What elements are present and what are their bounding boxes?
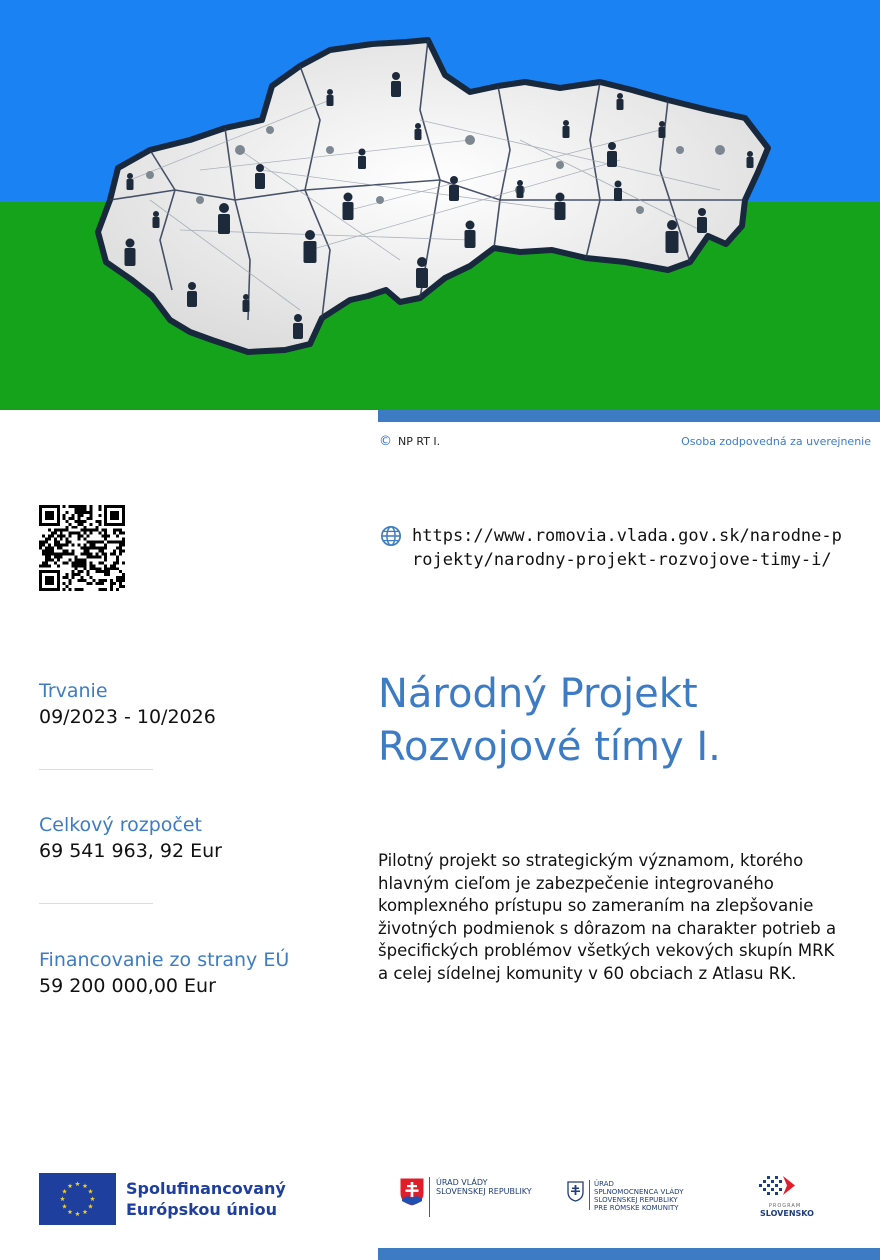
splnomocnenec-line: PRE RÓMSKE KOMUNITY xyxy=(594,1204,679,1212)
eu-cofinanced-line: Európskou úniou xyxy=(126,1200,277,1219)
eu-flag-icon xyxy=(39,1173,116,1225)
urad-vlady-line: SLOVENSKEJ REPUBLIKY xyxy=(436,1187,532,1196)
budget-value: 69 541 963, 92 Eur xyxy=(39,840,222,862)
budget-block xyxy=(39,812,222,864)
accent-bar-top xyxy=(378,410,880,422)
eu-cofinanced-text xyxy=(126,1178,286,1220)
globe-icon xyxy=(380,525,402,547)
slovakia-map-shape xyxy=(98,40,768,352)
eu-funding-value: 59 200 000,00 Eur xyxy=(39,975,216,997)
urad-vlady-line: ÚRAD VLÁDY xyxy=(436,1178,488,1187)
program-line: SLOVENSKO xyxy=(760,1209,814,1218)
divider xyxy=(39,903,153,904)
splnomocnenec-line: SPLNOMOCNENCA VLÁDY xyxy=(594,1188,684,1196)
accent-bar-bottom xyxy=(378,1248,880,1260)
project-description: Pilotný projekt so strategickým významom, ktorého hlavným cieľom je zabezpečenie integrovaného komplexného prístupu so zameraním na zlepšovanie životných podmienok s dôrazom na charakter potrieb a špecifických problémov všetkých vekových skupín MRK a celej sídelnej komunity v 60 obciach z Atlasu RK. xyxy=(378,851,837,983)
hero-image xyxy=(0,0,880,410)
project-title-line: Rozvojové tímy I. xyxy=(378,724,721,770)
splnomocnenec-logo-text xyxy=(594,1180,683,1212)
logo-separator xyxy=(589,1180,590,1210)
logo-separator xyxy=(429,1177,430,1217)
copyright-line xyxy=(379,434,440,449)
eu-funding-label: Financovanie zo strany EÚ xyxy=(39,949,290,971)
splnomocnenec-emblem-icon xyxy=(567,1181,584,1202)
program-slovensko-logo-text xyxy=(760,1203,814,1218)
project-url-link[interactable]: https://www.romovia.vlada.gov.sk/narodne-projekty/narodny-projekt-rozvojove-timy-i/ xyxy=(412,526,842,570)
divider xyxy=(39,769,153,770)
duration-label: Trvanie xyxy=(39,680,108,702)
slovakia-map-illustration xyxy=(0,0,880,410)
urad-vlady-logo-text xyxy=(436,1178,532,1196)
program-line: PROGRAM xyxy=(768,1203,802,1209)
duration-value: 09/2023 - 10/2026 xyxy=(39,706,216,728)
project-link-row[interactable] xyxy=(380,524,852,572)
copyright-text: NP RT I. xyxy=(398,435,441,448)
splnomocnenec-line: ÚRAD xyxy=(594,1180,614,1188)
project-title-line: Národný Projekt xyxy=(378,671,698,717)
project-title xyxy=(378,668,721,774)
eu-funding-block xyxy=(39,947,289,999)
duration-block xyxy=(39,678,216,730)
splnomocnenec-line: SLOVENSKEJ REPUBLIKY xyxy=(594,1196,678,1204)
program-slovensko-logo-icon xyxy=(757,1174,813,1202)
copyright-icon: © xyxy=(379,434,392,449)
eu-cofinanced-line: Spolufinancovaný xyxy=(126,1179,286,1198)
slovak-coat-of-arms-icon xyxy=(399,1177,425,1207)
responsible-person-text: Osoba zodpovedná za uverejnenie xyxy=(681,435,871,448)
qr-code-icon[interactable] xyxy=(39,505,125,591)
budget-label: Celkový rozpočet xyxy=(39,814,202,836)
